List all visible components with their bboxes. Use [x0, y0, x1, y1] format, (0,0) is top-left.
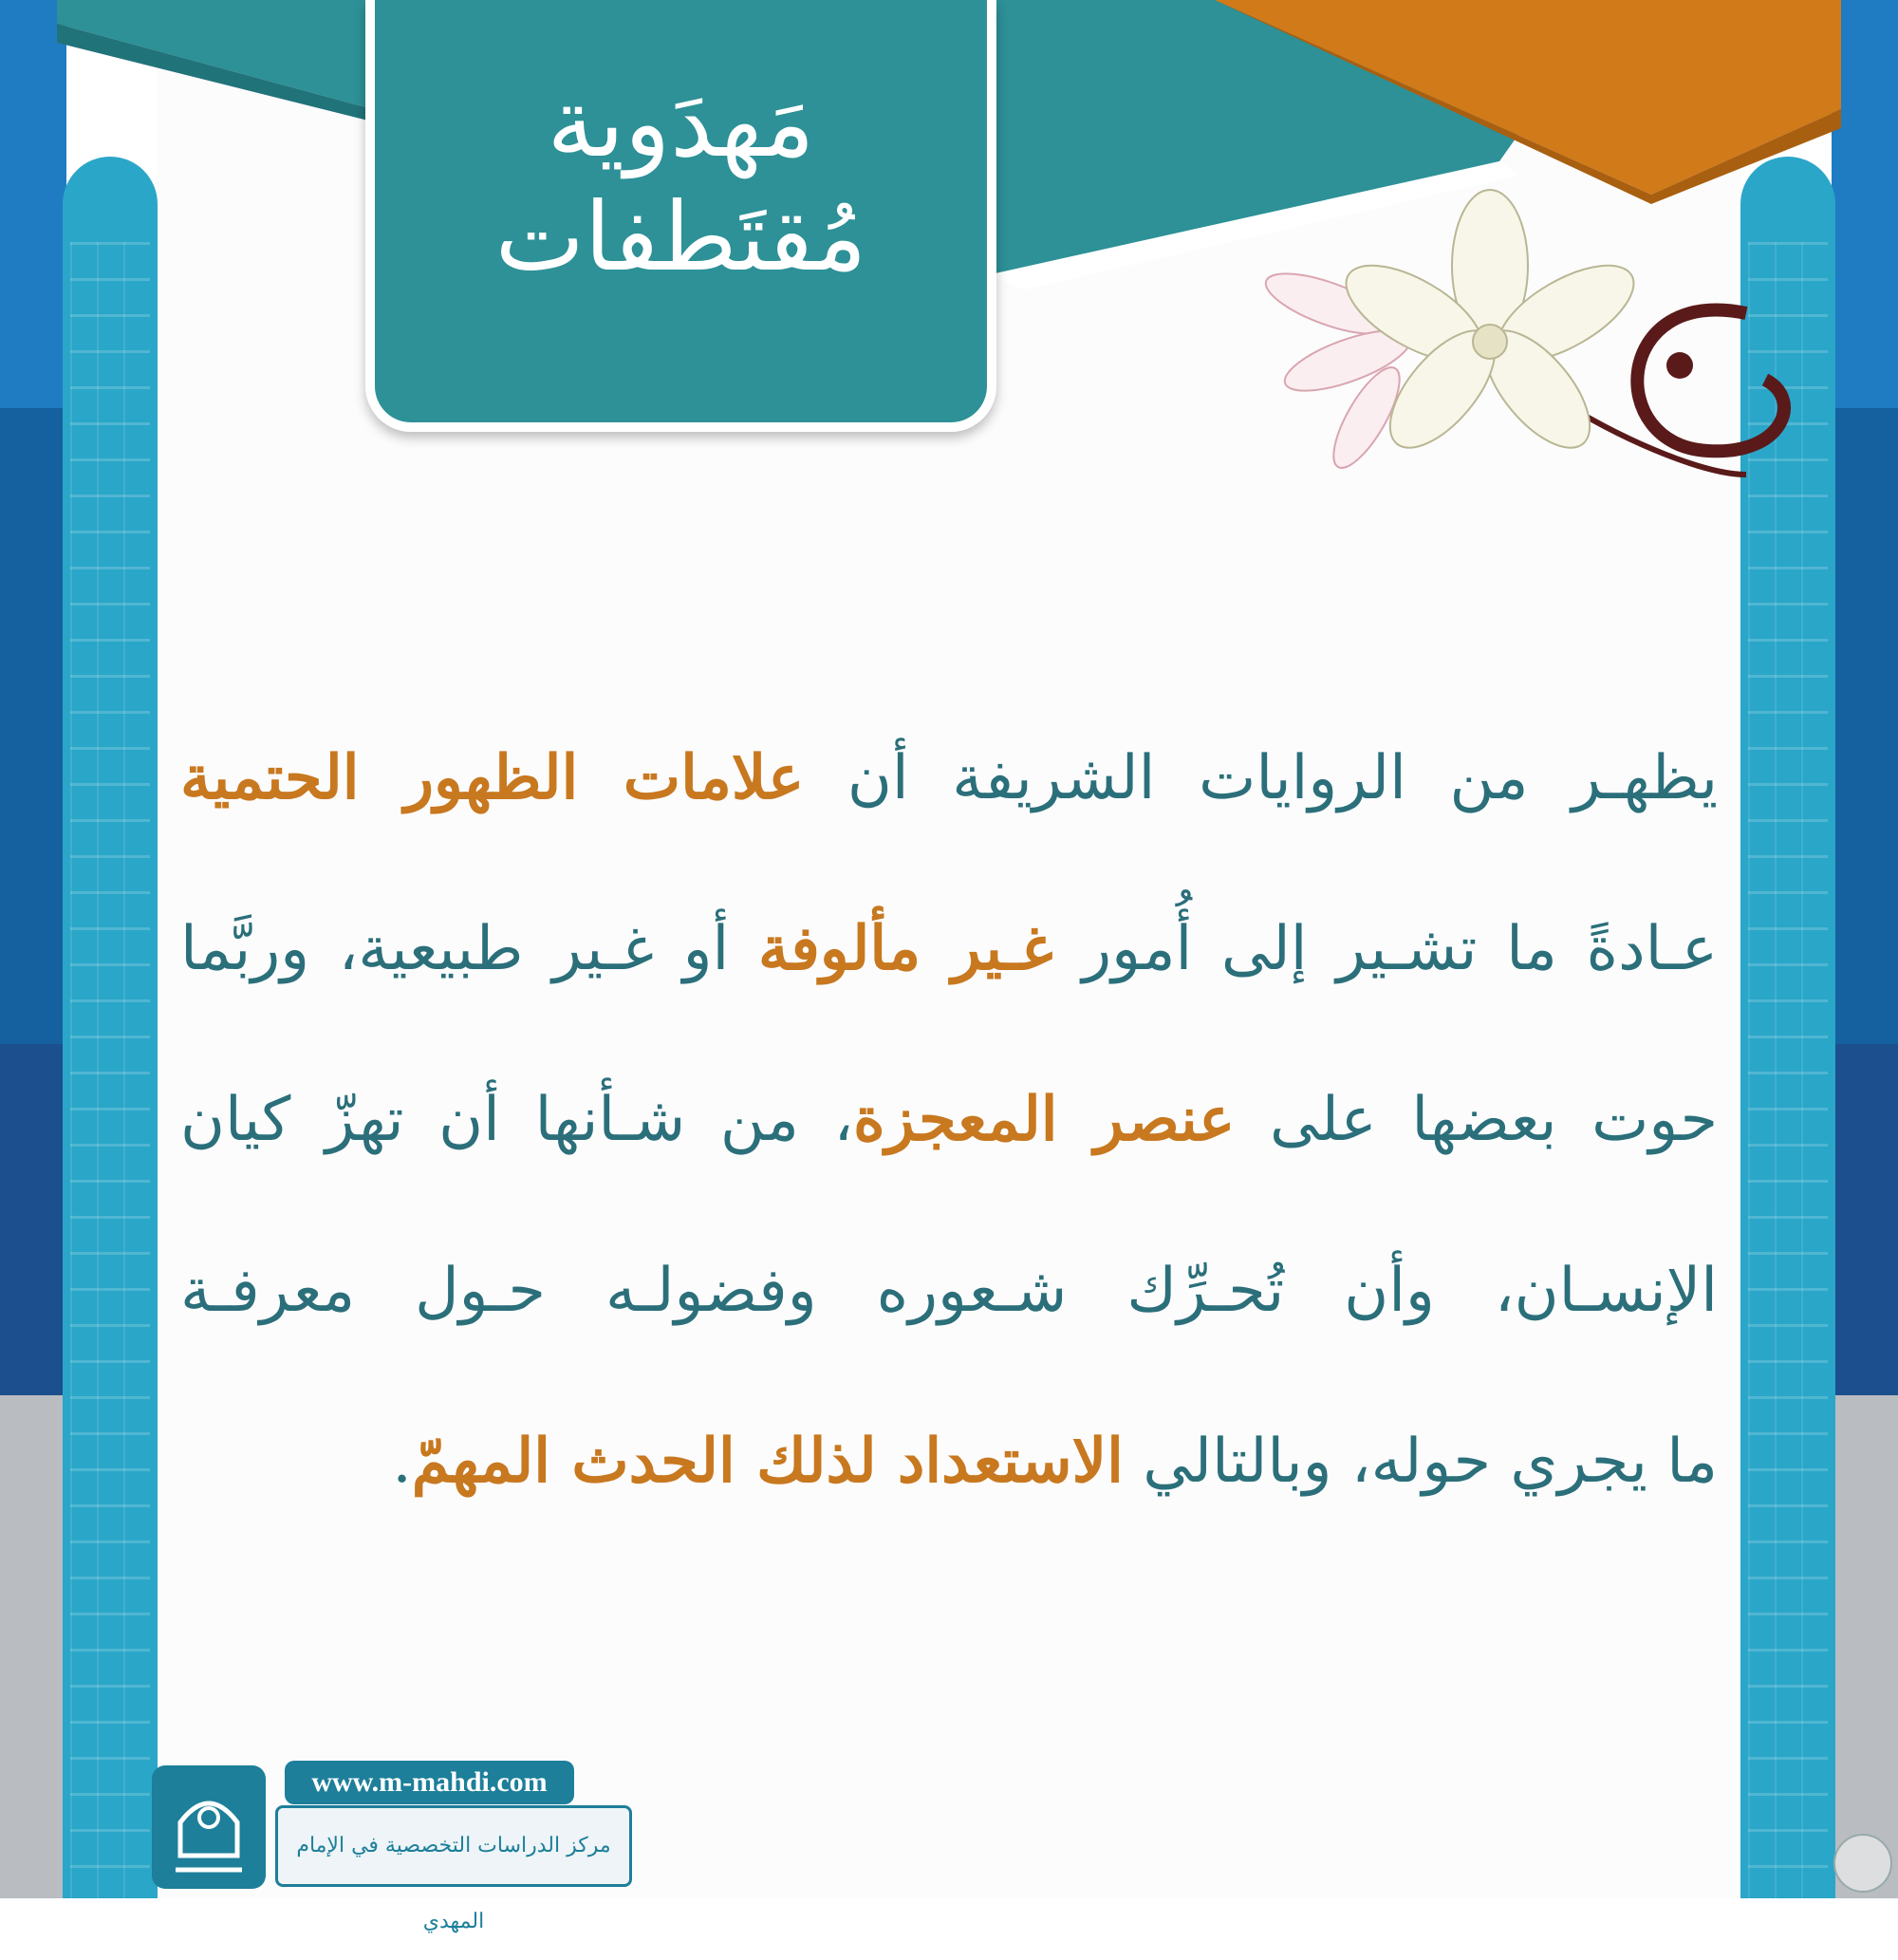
highlight-phrase-2: غـير مألوفة [757, 913, 1053, 984]
text-line-1-part-1: يظهـر من الروايات الشريفة أن [804, 743, 1719, 813]
text-line-4-part-1: الإنسـان، وأن تُحـرِّك شـعوره وفضولـه حـول معرفـة [180, 1256, 1718, 1326]
text-line-3-part-1: حوت بعضها على [1235, 1085, 1718, 1155]
highlight-phrase-3: عنصر المعجزة [853, 1084, 1236, 1155]
body-paragraph [180, 693, 1718, 1547]
corner-watermark-icon [1833, 1834, 1892, 1893]
title-text [375, 66, 987, 294]
text-line-3 [180, 1035, 1718, 1205]
organization-name-scroll: مركز الدراسات التخصصية في الإمام المهدي [275, 1805, 632, 1887]
text-line-5-part-1: ما يجري حوله، وبالتالي [1123, 1427, 1718, 1497]
flourish-swirl [1637, 309, 1784, 451]
text-line-2-part-1: عـادةً ما تشـير إلى أُمور [1052, 914, 1718, 984]
center-logo-icon [152, 1765, 266, 1889]
website-url-label[interactable]: www.m-mahdi.com [285, 1761, 574, 1804]
mosque-emblem-icon [152, 1765, 266, 1889]
title-badge [365, 0, 996, 432]
text-line-5 [180, 1376, 1718, 1547]
text-line-2-part-2: أو غـير طبيعية، وربَّما [180, 914, 758, 984]
title-line-1: مَهدَوية [547, 67, 815, 178]
text-line-1 [180, 693, 1718, 864]
text-line-4 [180, 1205, 1718, 1376]
text-line-2 [180, 864, 1718, 1035]
text-line-5-part-2: . [392, 1427, 412, 1497]
highlight-phrase-1: علامات الظهور الحتمية [180, 742, 805, 813]
highlight-phrase-4: الاستعداد لذلك الحدث المهمّ [411, 1426, 1124, 1497]
text-line-3-part-2: ، من شـأنها أن تهزّ كيان [180, 1085, 854, 1155]
title-line-2: مُقتَطفات [494, 181, 867, 292]
